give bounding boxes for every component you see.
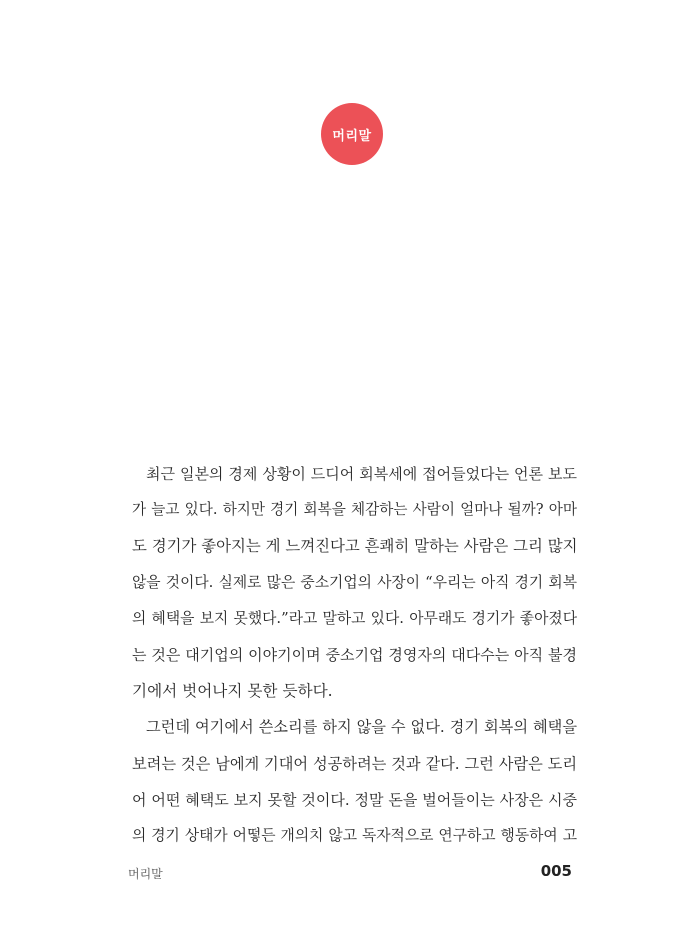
- text-line: 는 것은 대기업의 이야기이며 중소기업 경영자의 대다수는 아직 불경: [132, 645, 577, 664]
- running-footer-title: 머리말: [128, 867, 163, 881]
- text-line: 의 경기 상태가 어떻든 개의치 않고 독자적으로 연구하고 행동하여 고: [132, 826, 577, 844]
- text-line: 그런데 여기에서 쓴소리를 하지 않을 수 없다. 경기 회복의 혜택을: [146, 718, 577, 737]
- text-line: 보려는 것은 남에게 기대어 성공하려는 것과 같다. 그런 사람은 도리: [132, 754, 577, 773]
- text-line: 최근 일본의 경제 상황이 드디어 회복세에 접어들었다는 언론 보도: [146, 465, 577, 483]
- section-badge-label: 머리말: [332, 128, 372, 144]
- text-line: 기에서 벗어나지 못한 듯하다.: [132, 682, 333, 701]
- text-line: 않을 것이다. 실제로 많은 중소기업의 사장이 “우리는 아직 경기 회복: [132, 573, 577, 591]
- text-line: 도 경기가 좋아지는 게 느껴진다고 흔쾌히 말하는 사람은 그리 많지: [132, 537, 578, 556]
- text-line: 가 늘고 있다. 하지만 경기 회복을 체감하는 사람이 얼마나 될까? 아마: [132, 501, 577, 519]
- body-text: [132, 456, 577, 854]
- text-line: 어 어떤 혜택도 보지 못할 것이다. 정말 돈을 벌어들이는 사장은 시중: [132, 790, 577, 809]
- text-line: 의 혜택을 보지 못했다.”라고 말하고 있다. 아무래도 경기가 좋아졌다: [132, 609, 577, 627]
- section-badge: [321, 103, 383, 165]
- page-number: 005: [540, 862, 572, 880]
